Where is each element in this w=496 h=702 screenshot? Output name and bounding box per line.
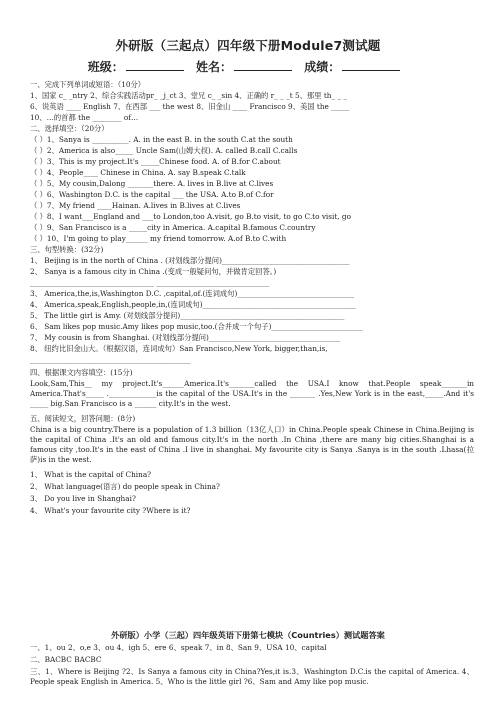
- student-info-row: [0, 58, 496, 75]
- reading-passage: China is a big country.There is a population of 1.3 billion（13亿人口）in China.People speak Chinese in China.Beijing is the capital of China .It's an old and famous city.It's in the north .In China ,there are many big cities.Shanghai is a famous city ,too.It's in the east of China .I live in shanghai. My favourite city is Sanya .Sanya is in the south .Lhasa(拉萨)is in the west.: [30, 425, 474, 464]
- vocab-line-2: 6、说英语 ____ English 7、在西部 ___ the west 8、旧金山 ____ Francisco 9、美国 the _____: [30, 102, 350, 111]
- reading-question-4: 4、 What's your favourite city ?Where is it?: [30, 506, 191, 515]
- answer-blank-line[interactable]: ____________________________________________: [30, 355, 191, 364]
- section-5-heading: 五、阅读短文，回答问题：(8分): [30, 414, 136, 423]
- transform-question-3: 3、 America,the,is,Washington D.C. ,capital,of.(连词成句)________________________________: [30, 289, 355, 298]
- section-4-heading: 四、根据课文内容填空：(15分): [30, 368, 133, 377]
- score-blank[interactable]: [342, 60, 400, 71]
- answer-key-line-2: 二、BACBC BACBC: [30, 655, 102, 664]
- reading-question-2: 2、 What language(语言) do people speak in China?: [30, 482, 220, 491]
- choice-question-1: （ ）1、Sanya is __________. A. in the east B. in the south C.at the south: [30, 135, 293, 144]
- answer-blank-line[interactable]: __________________________________ _______________________________: [30, 278, 270, 287]
- transform-question-5: 5、 The little girl is Amy. (对划线部分提问)_____________________________________________: [30, 311, 345, 320]
- choice-question-3: （ ）3、This is my project.It's _____Chinese food. A. of B.for C.about: [30, 157, 281, 166]
- section-1-heading: 一、完成下列单词或短语：（10分）: [30, 80, 146, 89]
- class-blank[interactable]: [126, 60, 184, 71]
- choice-question-5: （ ）5、My cousin,Dalong _______there. A. lives in B.live at C.lives: [30, 179, 274, 188]
- section-2-heading: 二、选择填空：（20分）: [30, 124, 109, 133]
- section-3-heading: 三、句型转换：(32分): [30, 245, 104, 254]
- transform-question-7: 7、 My cousin is from Shanghai. (对划线部分提问)____________________________________: [30, 333, 341, 342]
- name-label: 姓名：: [195, 60, 232, 74]
- page-title: 外研版（三起点）四年级下册Module7测试题: [115, 38, 381, 53]
- choice-question-4: （ ）4、People____ Chinese in China. A. say B.speak C.talk: [30, 168, 246, 177]
- answer-key-line-1: 一、1、ou 2、o,e 3、ou 4、igh 5、ere 6、speak 7、in 8、San 9、USA 10、capital: [30, 643, 327, 652]
- reading-question-3: 3、 Do you live in Shanghai?: [30, 494, 136, 503]
- choice-question-6: （ ）6、Washington D.C. is the capital ___ the USA. A.to B.of C.for: [30, 190, 274, 199]
- class-label: 班级：: [87, 60, 124, 74]
- choice-question-10: （ ）10、I'm going to play______ my friend tomorrow. A.of B.to C.with: [30, 234, 287, 243]
- cloze-passage: Look,Sam,This__ my project.It's______America.It's_______called the USA.I know that.People speak_______in America.That's_____ ._____________is the capital of the USA.It's in the _______ .Yes,New York is in the east,_____.And it's _____ big.San Francisco is a ______ city.It's in the west.: [30, 379, 474, 408]
- answer-key-title: 外研版）小学（三起）四年级英语下册第七模块（Countries）测试题答案: [111, 630, 385, 640]
- transform-question-2: 2、 Sanya is a famous city in China .(变成一般疑问句，并做肯定回答。): [30, 267, 277, 276]
- transform-question-6: 6、 Sam likes pop music.Amy likes pop music,too.(合并成一个句子)_________________________: [30, 322, 363, 331]
- vocab-line-3: 10、…的首都 the ________ of…: [30, 113, 139, 122]
- transform-question-1: 1、 Beijing is in the north of China . (对划线部分提问)___________________________________: [30, 256, 350, 265]
- answer-key-line-3: 三、1、Where is Beijing ?2、Is Sanya a famous city in China?Yes,it is.3、Washington D.C.is the capital of America. 4、People speak English in America. 5、Who is the little girl ?6、Sam and Amy like pop music.: [30, 667, 474, 686]
- choice-question-9: （ ）9、San Francisco is a _____city in America. A.capital B.famous C.country: [30, 223, 316, 232]
- name-blank[interactable]: [234, 60, 292, 71]
- choice-question-8: （ ）8、I want___England and ___to London,too A.visit, go B.to visit, to go C.to visit, go: [30, 212, 351, 221]
- transform-question-4: 4、 America,speak,English,people,in,(连词成句)__________________________________________: [30, 300, 356, 309]
- score-label: 成绩：: [304, 60, 341, 74]
- reading-question-1: 1、 What is the capital of China?: [30, 470, 152, 479]
- vocab-line-1: 1、国家 c_ _ntry 2、综合实践活动pr_ _j_ct 3、堂兄 c_ _sin 4、正确的 r_ _ _t 5、那里 th_ _ _: [30, 91, 348, 100]
- transform-question-8: 8、 纽约比旧金山大。（根据汉语，连词成句）San Francisco,New York, bigger,than,is,: [30, 344, 328, 353]
- choice-question-2: （ ）2、America is also_____ Uncle Sam(山姆大叔). A. called B.call C.calls: [30, 146, 298, 155]
- choice-question-7: （ ）7、My friend ____Hainan. A.lives in B.lives at C.lives: [30, 201, 241, 210]
